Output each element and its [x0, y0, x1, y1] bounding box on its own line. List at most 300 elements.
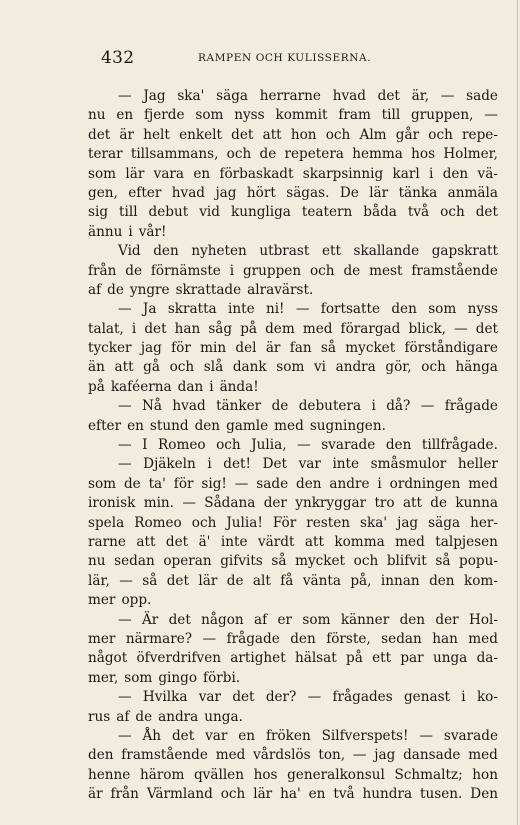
- word: mer: [88, 592, 116, 609]
- word: den: [153, 243, 179, 260]
- word: det: [168, 611, 191, 628]
- word: hvad: [332, 88, 366, 104]
- word: Holmer,: [443, 146, 498, 163]
- word: de: [271, 398, 289, 415]
- word: sugningen.: [309, 417, 386, 434]
- word: det: [377, 88, 400, 104]
- word: ko-: [476, 689, 498, 706]
- text-line: [88, 87, 498, 106]
- word: och: [191, 514, 217, 531]
- word: de: [226, 572, 244, 589]
- word: skallande: [353, 243, 420, 260]
- word: vid: [199, 204, 220, 221]
- text-line: [88, 339, 498, 358]
- word: unga.: [204, 708, 243, 725]
- running-title: RAMPEN OCH KULISSERNA.: [198, 52, 372, 64]
- body-text: [88, 87, 498, 804]
- word: stund: [149, 417, 189, 434]
- word: yngre: [129, 281, 170, 298]
- word: lär: [253, 786, 273, 803]
- text-line: [88, 669, 498, 688]
- word: qvällen: [193, 766, 244, 783]
- word: är,: [411, 88, 430, 104]
- word: ta': [148, 475, 166, 492]
- word: fröken: [265, 727, 311, 744]
- word: er: [277, 611, 293, 628]
- word: ynkryggar: [295, 495, 367, 512]
- word: popu-: [459, 553, 498, 570]
- word: i: [128, 223, 133, 240]
- word: jag: [374, 747, 396, 764]
- word: Åh: [142, 727, 162, 744]
- word: rus: [88, 708, 111, 725]
- word: och: [440, 204, 465, 221]
- word: en: [116, 107, 134, 124]
- text-line: [88, 708, 498, 727]
- word: hänga: [455, 359, 498, 376]
- word: och: [428, 126, 453, 143]
- word: var: [205, 727, 228, 744]
- word: är: [88, 786, 103, 803]
- word: jag: [140, 340, 162, 357]
- word: att: [262, 126, 282, 143]
- word: tillsammans,: [130, 146, 219, 163]
- word: mycket: [345, 340, 396, 357]
- word: det: [231, 126, 254, 143]
- text-line: [88, 184, 498, 203]
- word: då?: [386, 398, 411, 415]
- word: —: [118, 301, 132, 318]
- text-line: [88, 281, 498, 300]
- word: så: [271, 553, 287, 570]
- word: med: [468, 475, 498, 492]
- text-line: [88, 397, 498, 416]
- word: terar: [88, 146, 123, 163]
- text-line: [88, 242, 498, 261]
- word: tycker: [88, 340, 132, 357]
- word: hemma: [352, 146, 403, 163]
- word: Vid: [118, 243, 141, 260]
- word: han: [432, 630, 458, 647]
- word: småsmulor: [370, 456, 447, 473]
- word: såg: [208, 320, 233, 337]
- word: känner: [340, 611, 390, 628]
- word: att: [304, 533, 324, 550]
- word: som: [124, 669, 153, 686]
- word: —: [307, 689, 322, 706]
- text-line: [88, 223, 498, 242]
- word: —: [118, 611, 132, 628]
- word: slå: [203, 359, 224, 376]
- word: närmare?: [125, 630, 193, 647]
- word: i: [377, 475, 382, 492]
- word: blifvit: [386, 553, 427, 570]
- word: herrarne: [259, 88, 321, 104]
- word: hos: [253, 766, 278, 783]
- word: —: [484, 107, 498, 124]
- word: den: [429, 572, 455, 589]
- word: en: [127, 417, 144, 434]
- word: sade: [256, 475, 289, 492]
- word: nyss: [234, 107, 265, 124]
- word: från: [110, 786, 139, 803]
- word: operan: [163, 553, 212, 570]
- word: och: [169, 359, 195, 376]
- word: Schmaltz;: [394, 766, 463, 783]
- text-line: [88, 552, 498, 571]
- word: den: [385, 437, 412, 454]
- word: par: [400, 650, 424, 667]
- word: anmäla: [447, 184, 498, 201]
- text-line: [88, 378, 498, 397]
- text-line: [88, 320, 498, 339]
- word: —: [118, 456, 132, 473]
- word: den: [194, 417, 221, 434]
- word: det: [88, 126, 111, 143]
- word: mer: [88, 630, 116, 647]
- word: tro: [374, 495, 395, 512]
- word: del: [235, 340, 257, 357]
- word: för: [171, 340, 191, 357]
- word: med: [215, 747, 246, 764]
- word: ett: [372, 650, 392, 667]
- word: frågades: [332, 689, 393, 706]
- word: sedan: [381, 630, 422, 647]
- word: tänker: [216, 398, 262, 415]
- word: med: [468, 747, 498, 764]
- word: i: [207, 456, 212, 473]
- word: något: [88, 650, 128, 667]
- word: Nå: [142, 398, 162, 415]
- page-number: 432: [101, 48, 135, 68]
- word: nyss: [467, 301, 498, 318]
- text-line: [88, 591, 498, 610]
- word: med: [468, 630, 498, 647]
- word: två: [407, 204, 430, 221]
- word: det!: [223, 456, 251, 473]
- word: Värmland: [146, 786, 213, 803]
- word: nyheten: [191, 243, 247, 260]
- word: en: [193, 165, 211, 182]
- word: i: [229, 262, 235, 279]
- word: den: [88, 747, 114, 764]
- word: der: [435, 611, 459, 628]
- word: vår!: [138, 223, 167, 240]
- text-line: [88, 300, 498, 319]
- word: de: [135, 708, 153, 725]
- word: i: [131, 320, 137, 337]
- word: alravärst.: [247, 281, 314, 298]
- word: förste,: [326, 630, 371, 647]
- word: teatern: [301, 204, 353, 221]
- word: förnämste: [150, 262, 221, 279]
- word: få: [280, 572, 294, 589]
- text-line: [88, 203, 498, 222]
- word: andra: [158, 708, 199, 725]
- word: repe-: [462, 126, 498, 143]
- word: förbi.: [203, 669, 241, 686]
- word: resten: [306, 514, 351, 531]
- word: förståndigare: [404, 340, 498, 357]
- word: den: [391, 301, 417, 318]
- word: För: [272, 514, 297, 531]
- word: —: [118, 727, 132, 744]
- word: I: [142, 437, 148, 454]
- word: frågade: [226, 630, 280, 647]
- text-line: [88, 514, 498, 533]
- word: de: [343, 262, 361, 279]
- word: ha': [280, 786, 301, 803]
- word: opp.: [121, 592, 152, 609]
- page-header: [88, 48, 498, 72]
- text-line: [88, 106, 498, 125]
- word: var: [298, 456, 321, 473]
- word: sedan: [114, 553, 155, 570]
- word: Jag: [143, 88, 166, 104]
- word: dansade: [403, 747, 461, 764]
- word: i: [429, 165, 434, 182]
- word: framstående: [411, 262, 498, 279]
- word: till: [119, 204, 138, 221]
- word: att: [136, 533, 156, 550]
- text-line: [88, 455, 498, 474]
- word: frågade: [444, 398, 498, 415]
- word: lär,: [88, 572, 110, 589]
- word: vänta: [302, 572, 341, 589]
- word: alt: [252, 572, 271, 589]
- word: af: [254, 611, 268, 628]
- word: och: [325, 126, 351, 143]
- word: att: [114, 359, 134, 376]
- word: svarade: [321, 437, 376, 454]
- word: andre: [329, 475, 370, 492]
- word: mycket: [295, 553, 346, 570]
- word: enkelt: [179, 126, 222, 143]
- word: sig!: [201, 475, 227, 492]
- word: med: [302, 320, 333, 337]
- word: min: [200, 340, 227, 357]
- word: Det: [262, 456, 287, 473]
- word: fan: [289, 340, 312, 357]
- word: med: [274, 417, 304, 434]
- word: her-: [470, 514, 498, 531]
- word: ska': [360, 514, 388, 531]
- word: andra: [335, 359, 376, 376]
- word: repetera: [284, 146, 344, 163]
- word: skratta: [167, 301, 217, 318]
- word: tillfrågade.: [421, 437, 498, 454]
- word: debut: [148, 204, 189, 221]
- page-edge-divider: [517, 0, 518, 825]
- word: med: [395, 533, 425, 550]
- word: —: [419, 727, 433, 744]
- word: ska': [177, 88, 205, 104]
- word: —: [118, 88, 132, 104]
- word: som: [276, 359, 305, 376]
- word: —: [420, 398, 435, 415]
- word: inte: [332, 456, 360, 473]
- word: debutera: [298, 398, 362, 415]
- word: efter: [88, 417, 122, 434]
- word: —: [234, 475, 249, 492]
- word: —: [297, 437, 311, 454]
- word: säga: [428, 514, 461, 531]
- word: i: [461, 689, 466, 706]
- word: än: [88, 359, 105, 376]
- word: Alm: [359, 126, 387, 143]
- word: Hol-: [469, 611, 498, 628]
- word: svarade: [443, 727, 498, 744]
- word: två: [333, 786, 355, 803]
- word: han: [174, 320, 201, 337]
- word: förbaskadt: [219, 165, 294, 182]
- word: och: [220, 786, 246, 803]
- word: som: [88, 475, 117, 492]
- word: dank: [232, 359, 267, 376]
- word: det: [475, 204, 498, 221]
- text-line: [88, 611, 498, 630]
- word: unga: [432, 650, 468, 667]
- word: det: [165, 533, 189, 550]
- word: ä': [198, 533, 211, 550]
- word: gruppen,: [411, 107, 474, 124]
- word: —: [118, 398, 132, 415]
- word: och: [216, 437, 241, 454]
- word: den: [296, 475, 322, 492]
- word: går: [395, 126, 420, 143]
- word: kungliga: [230, 204, 291, 221]
- word: kom-: [464, 572, 498, 589]
- word: genast: [403, 689, 451, 706]
- text-line: [88, 145, 498, 164]
- word: Silfverspets!: [321, 727, 409, 744]
- text-line: [88, 630, 498, 649]
- word: på: [240, 320, 258, 337]
- text-line: [88, 572, 498, 591]
- word: —: [119, 572, 133, 589]
- word: ännu: [88, 223, 123, 240]
- word: De: [339, 184, 359, 201]
- word: fortsatte: [320, 301, 381, 318]
- word: fjerde: [143, 107, 185, 124]
- word: Julia!: [226, 514, 263, 531]
- word: som: [195, 107, 224, 124]
- word: säga: [216, 88, 249, 104]
- word: hälsat: [294, 650, 337, 667]
- word: så: [435, 553, 451, 570]
- word: det: [232, 689, 255, 706]
- text-line: [88, 785, 498, 804]
- word: blick,: [408, 320, 447, 337]
- word: der: [263, 495, 287, 512]
- word: vi: [313, 359, 326, 376]
- word: —: [454, 320, 468, 337]
- word: den: [290, 630, 316, 647]
- word: innan: [380, 572, 420, 589]
- word: Romeo: [158, 437, 206, 454]
- word: kunna: [455, 495, 498, 512]
- word: värdt: [257, 533, 295, 550]
- word: öfverdrifven: [136, 650, 221, 667]
- word: Ja: [142, 301, 157, 318]
- word: den: [442, 165, 469, 182]
- word: de: [107, 281, 124, 298]
- word: lär: [198, 572, 218, 589]
- word: de: [430, 495, 448, 512]
- word: Romeo: [134, 514, 182, 531]
- word: ett: [321, 243, 341, 260]
- word: det: [171, 727, 195, 744]
- word: gå: [143, 359, 160, 376]
- word: skrattade: [175, 281, 242, 298]
- word: ni!: [265, 301, 285, 318]
- word: talat,: [88, 320, 124, 337]
- word: ton,: [318, 747, 346, 764]
- word: vä-: [477, 165, 498, 182]
- word: var: [198, 689, 222, 706]
- word: fram: [338, 107, 371, 124]
- text-line: [88, 727, 498, 746]
- word: jag: [397, 514, 419, 531]
- word: och: [310, 262, 335, 279]
- text-line: [88, 126, 498, 145]
- text-line: [88, 746, 498, 765]
- word: —: [118, 437, 132, 454]
- word: hvad: [172, 398, 206, 415]
- word: det: [475, 320, 498, 337]
- word: lär: [125, 165, 145, 182]
- word: en: [308, 786, 326, 803]
- word: vara: [153, 165, 185, 182]
- word: till: [381, 107, 401, 124]
- word: det: [166, 572, 189, 589]
- word: utbrast: [259, 243, 310, 260]
- word: de: [259, 146, 277, 163]
- word: gamle: [226, 417, 269, 434]
- word: som: [428, 301, 457, 318]
- word: kaféerna: [110, 378, 172, 395]
- word: heller: [457, 456, 498, 473]
- word: ironisk: [88, 495, 136, 512]
- word: förargad: [340, 320, 401, 337]
- text-line: [88, 494, 498, 513]
- word: så: [320, 340, 336, 357]
- word: i: [209, 378, 214, 395]
- word: på: [346, 650, 363, 667]
- word: den: [399, 611, 426, 628]
- word: skarpsinnig: [302, 165, 384, 182]
- word: Den: [470, 786, 498, 803]
- word: gruppen: [242, 262, 302, 279]
- word: hört: [246, 184, 276, 201]
- word: vårdslös: [253, 747, 311, 764]
- word: gingo: [158, 669, 198, 686]
- word: så: [142, 572, 158, 589]
- text-line: [88, 262, 498, 281]
- word: att: [402, 495, 422, 512]
- word: —: [352, 747, 367, 764]
- word: da-: [476, 650, 498, 667]
- text-line: [88, 475, 498, 494]
- word: tänka: [398, 184, 438, 201]
- word: nu: [88, 553, 106, 570]
- word: gen,: [88, 184, 118, 201]
- word: jag: [215, 184, 237, 201]
- word: komma: [334, 533, 385, 550]
- text-line: [88, 766, 498, 785]
- word: på,: [350, 572, 372, 589]
- word: sägas.: [286, 184, 330, 201]
